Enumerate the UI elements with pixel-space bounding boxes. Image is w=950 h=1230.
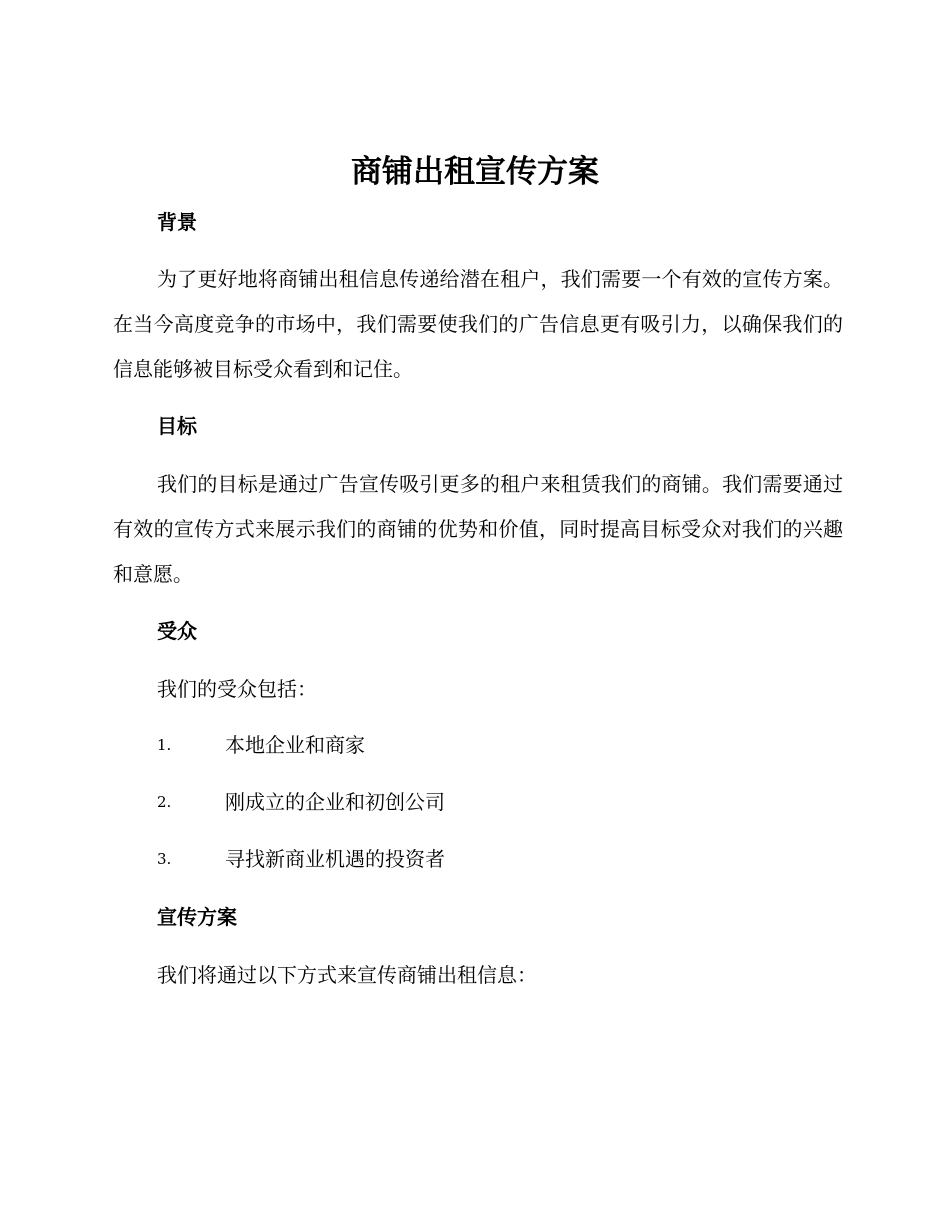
background-paragraph: 为了更好地将商铺出租信息传递给潜在租户，我们需要一个有效的宣传方案。在当今高度竞争的市场中，我们需要使我们的广告信息更有吸引力，以确保我们的信息能够被目标受众看到和记住。 xyxy=(113,267,843,381)
list-item-number: 2. xyxy=(157,793,172,811)
list-item-number: 3. xyxy=(157,850,172,868)
section-heading-goal: 目标 xyxy=(157,414,197,438)
list-item-text: 寻找新商业机遇的投资者 xyxy=(225,847,445,871)
section-heading-audience: 受众 xyxy=(157,619,197,643)
list-item-text: 本地企业和商家 xyxy=(225,733,365,757)
list-item-number: 1. xyxy=(157,736,172,754)
plan-intro: 我们将通过以下方式来宣传商铺出租信息： xyxy=(157,963,537,987)
list-item xyxy=(157,788,445,816)
list-item-text: 刚成立的企业和初创公司 xyxy=(225,790,445,814)
section-heading-background: 背景 xyxy=(157,210,197,234)
list-item xyxy=(157,845,445,873)
section-heading-plan: 宣传方案 xyxy=(157,905,237,929)
list-item xyxy=(157,731,365,759)
audience-intro: 我们的受众包括： xyxy=(157,677,317,701)
goal-paragraph: 我们的目标是通过广告宣传吸引更多的租户来租赁我们的商铺。我们需要通过有效的宣传方式来展示我们的商铺的优势和价值，同时提高目标受众对我们的兴趣和意愿。 xyxy=(113,472,843,586)
document-title: 商铺出租宣传方案 xyxy=(351,154,599,190)
